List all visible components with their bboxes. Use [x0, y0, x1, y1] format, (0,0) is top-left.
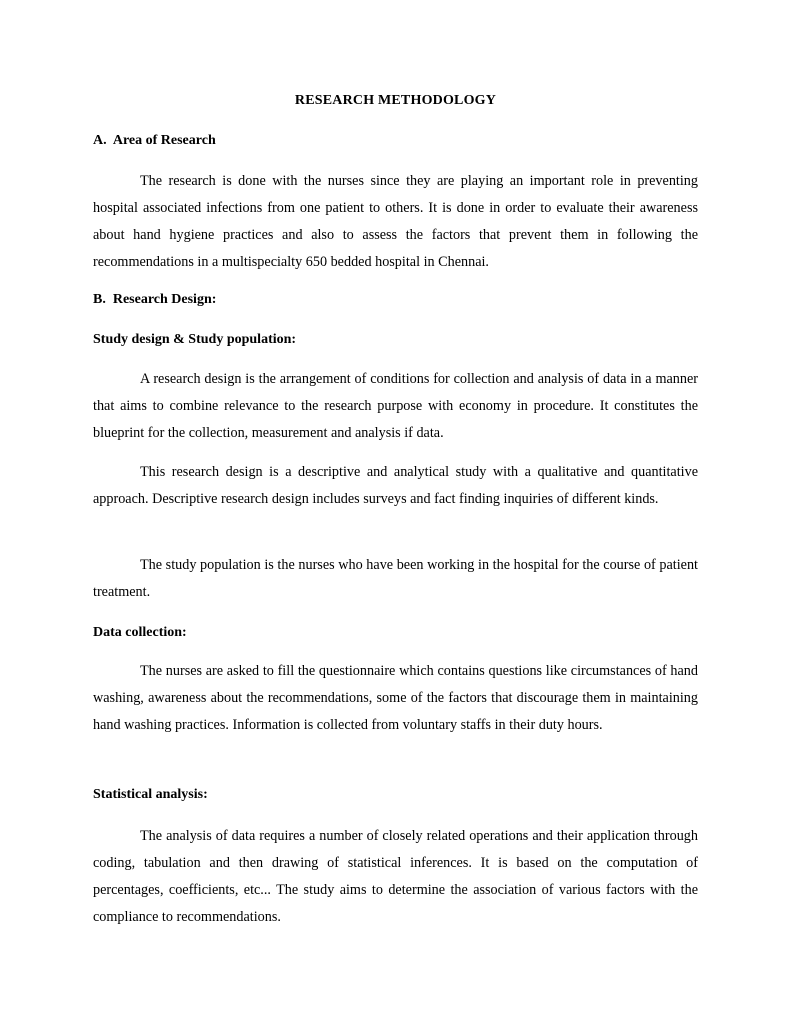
subheading-statistical-analysis: Statistical analysis:: [93, 787, 208, 802]
paragraph-statistical-analysis: The analysis of data requires a number of closely related operations and their application through coding, tabulation and then drawing of statistical inferences. It is based on the computation of percentages, coefficients, etc... The study aims to determine the association of various factors with the compliance to recommendations.: [93, 828, 698, 925]
paragraph-study-population: The study population is the nurses who have been working in the hospital for the course of patient treatment.: [93, 557, 698, 600]
section-heading-research-design: B. Research Design:: [93, 292, 217, 307]
page-title: RESEARCH METHODOLOGY: [294, 93, 497, 108]
section-heading-area-of-research: A. Area of Research: [93, 133, 216, 148]
subheading-data-collection: Data collection:: [93, 625, 187, 640]
paragraph-data-collection: The nurses are asked to fill the questionnaire which contains questions like circumstances of hand washing, awareness about the recommendations, some of the factors that discourage them in maintaining hand washing practices. Information is collected from voluntary staffs in their duty hours.: [93, 663, 698, 733]
paragraph-area-of-research: The research is done with the nurses since they are playing an important role in preventing hospital associated infections from one patient to others. It is done in order to evaluate their awareness about hand hygiene practices and also to assess the factors that prevent them in following the recommendations in a multispecialty 650 bedded hospital in Chennai.: [93, 173, 698, 270]
paragraph-study-design-1: A research design is the arrangement of conditions for collection and analysis of data in a manner that aims to combine relevance to the research purpose with economy in procedure. It constitutes the blueprint for the collection, measurement and analysis if data.: [93, 371, 698, 441]
subheading-study-design: Study design & Study population:: [93, 332, 297, 347]
paragraph-study-design-2: This research design is a descriptive and analytical study with a qualitative and quantitative approach. Descriptive research design includes surveys and fact finding inquiries of different kinds.: [93, 464, 698, 507]
document-page: [93, 0, 698, 1023]
